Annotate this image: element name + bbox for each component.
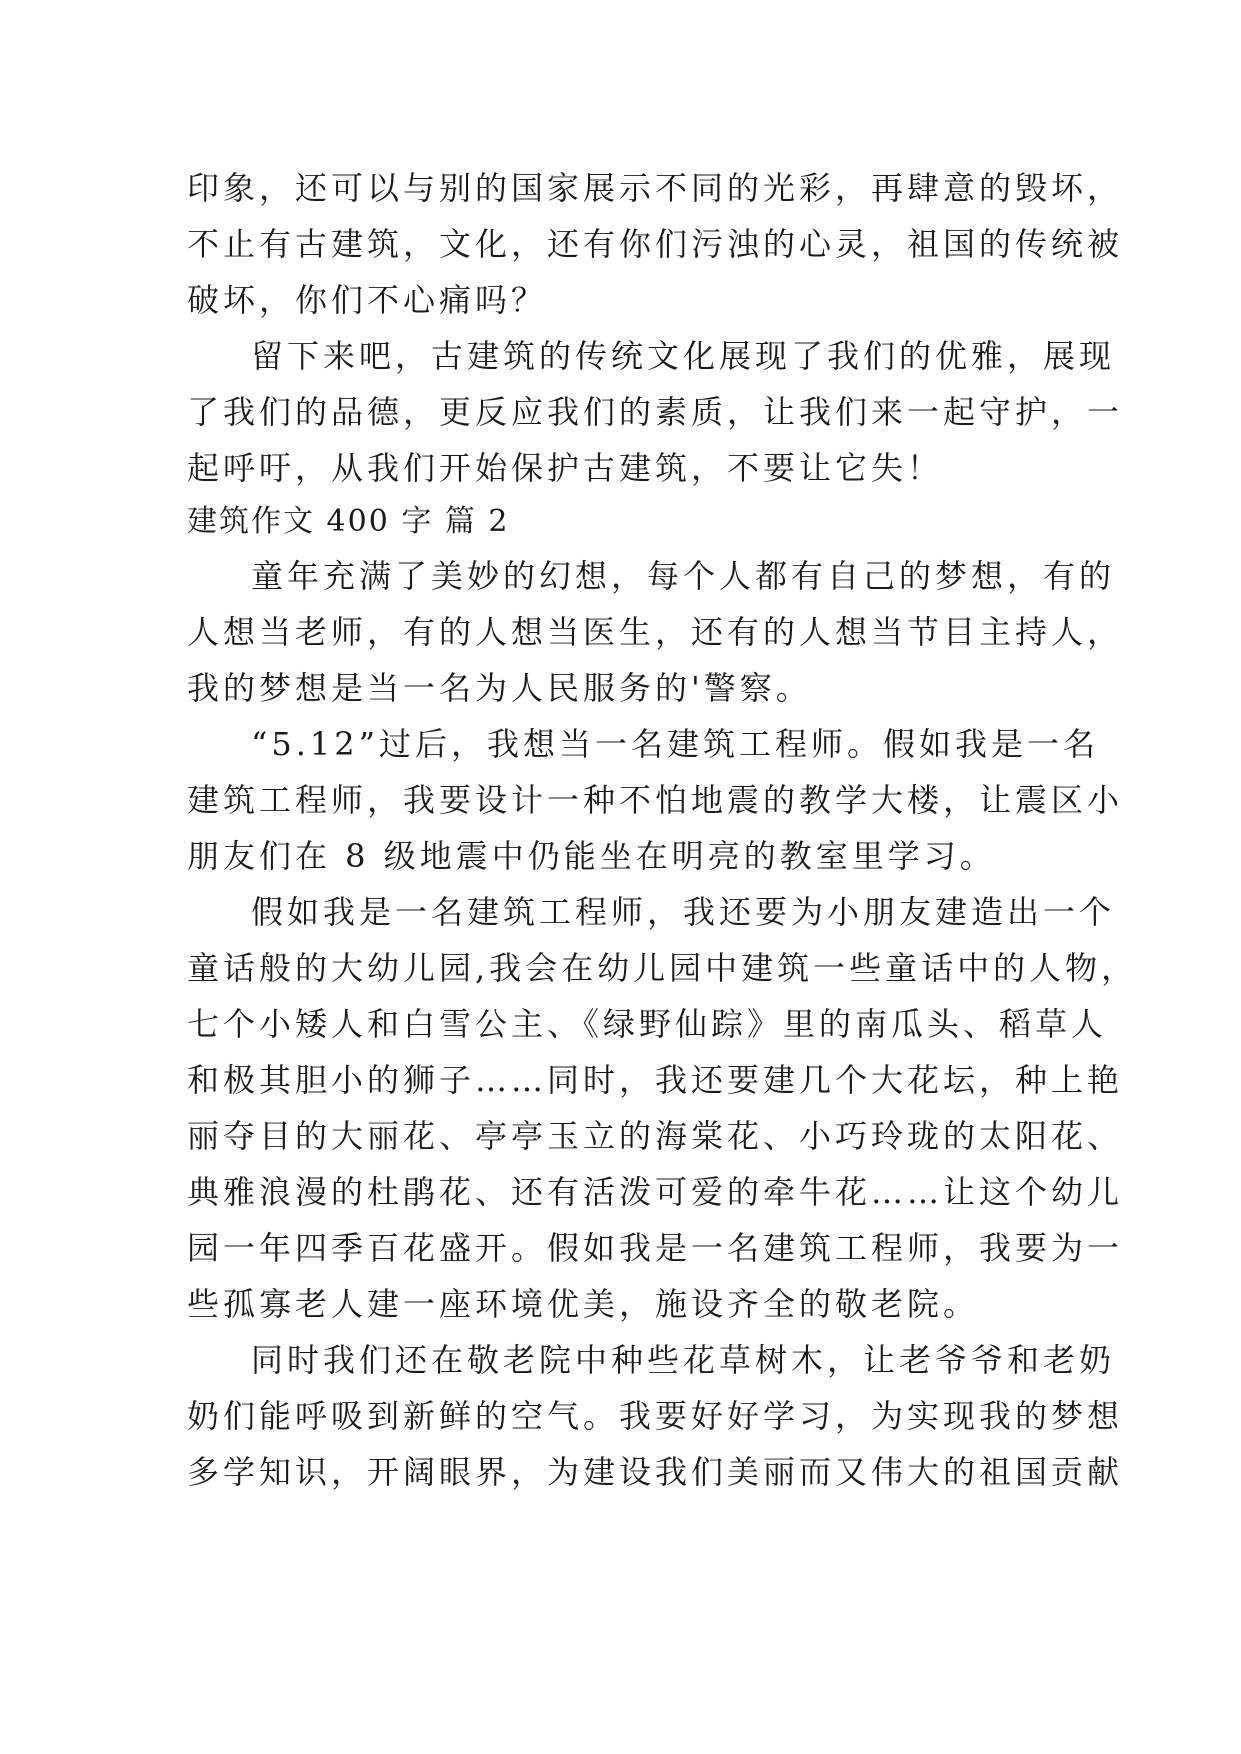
paragraph-2 <box>187 328 1124 496</box>
section-heading: 建筑作文 400 字 篇 2 <box>187 504 510 539</box>
paragraph-line: 我的梦想是当一名为人民服务的'警察。 <box>187 669 812 707</box>
paragraph-line: 园一年四季百花盛开。假如我是一名建筑工程师，我要为一 <box>187 1229 1124 1267</box>
paragraph-line: 建筑工程师，我要设计一种不怕地震的教学大楼，让震区小 <box>187 781 1124 819</box>
paragraph-line: 不止有古建筑，文化，还有你们污浊的心灵，祖国的传统被 <box>187 225 1124 263</box>
paragraph-5 <box>187 884 1138 1332</box>
paragraph-line: 朋友们在 8 级地震中仍能坐在明亮的教室里学习。 <box>187 837 996 875</box>
paragraph-line: 童话般的大幼儿园,我会在幼儿园中建筑一些童话中的人物， <box>187 949 1138 987</box>
paragraph-line: 印象，还可以与别的国家展示不同的光彩，再肆意的毁坏， <box>187 169 1124 207</box>
paragraph-1 <box>187 160 1124 328</box>
document-body <box>187 160 1138 1500</box>
paragraph-3 <box>187 548 1124 716</box>
paragraph-line: 破坏，你们不心痛吗？ <box>187 281 548 319</box>
paragraph-line: 和极其胆小的狮子……同时，我还要建几个大花坛，种上艳 <box>187 1061 1124 1099</box>
paragraph-6 <box>187 1332 1124 1500</box>
paragraph-line: 奶们能呼吸到新鲜的空气。我要好好学习，为实现我的梦想 <box>187 1397 1124 1435</box>
paragraph-line: 七个小矮人和白雪公主、《绿野仙踪》里的南瓜头、稻草人 <box>187 1005 1108 1043</box>
paragraph-line: 起呼吁，从我们开始保护古建筑，不要让它失！ <box>187 449 944 487</box>
paragraph-line: 了我们的品德，更反应我们的素质，让我们来一起守护，一 <box>187 393 1124 431</box>
paragraph-line: 丽夺目的大丽花、亭亭玉立的海棠花、小巧玲珑的太阳花、 <box>187 1117 1124 1155</box>
paragraph-line: 童年充满了美妙的幻想，每个人都有自己的梦想，有的 <box>251 557 1116 595</box>
paragraph-line: 些孤寡老人建一座环境优美，施设齐全的敬老院。 <box>187 1285 980 1323</box>
paragraph-line: 典雅浪漫的杜鹃花、还有活泼可爱的牵牛花……让这个幼儿 <box>187 1173 1124 1211</box>
paragraph-line: 多学知识，开阔眼界，为建设我们美丽而又伟大的祖国贡献 <box>187 1453 1124 1491</box>
paragraph-line: 留下来吧，古建筑的传统文化展现了我们的优雅，展现 <box>251 337 1116 375</box>
paragraph-line: 同时我们还在敬老院中种些花草树木，让老爷爷和老奶 <box>251 1341 1116 1379</box>
paragraph-line: 假如我是一名建筑工程师，我还要为小朋友建造出一个 <box>251 893 1116 931</box>
paragraph-line: 人想当老师，有的人想当医生，还有的人想当节目主持人， <box>187 613 1124 651</box>
paragraph-line: “5.12”过后，我想当一名建筑工程师。假如我是一名 <box>251 725 1099 763</box>
paragraph-4 <box>187 716 1124 884</box>
